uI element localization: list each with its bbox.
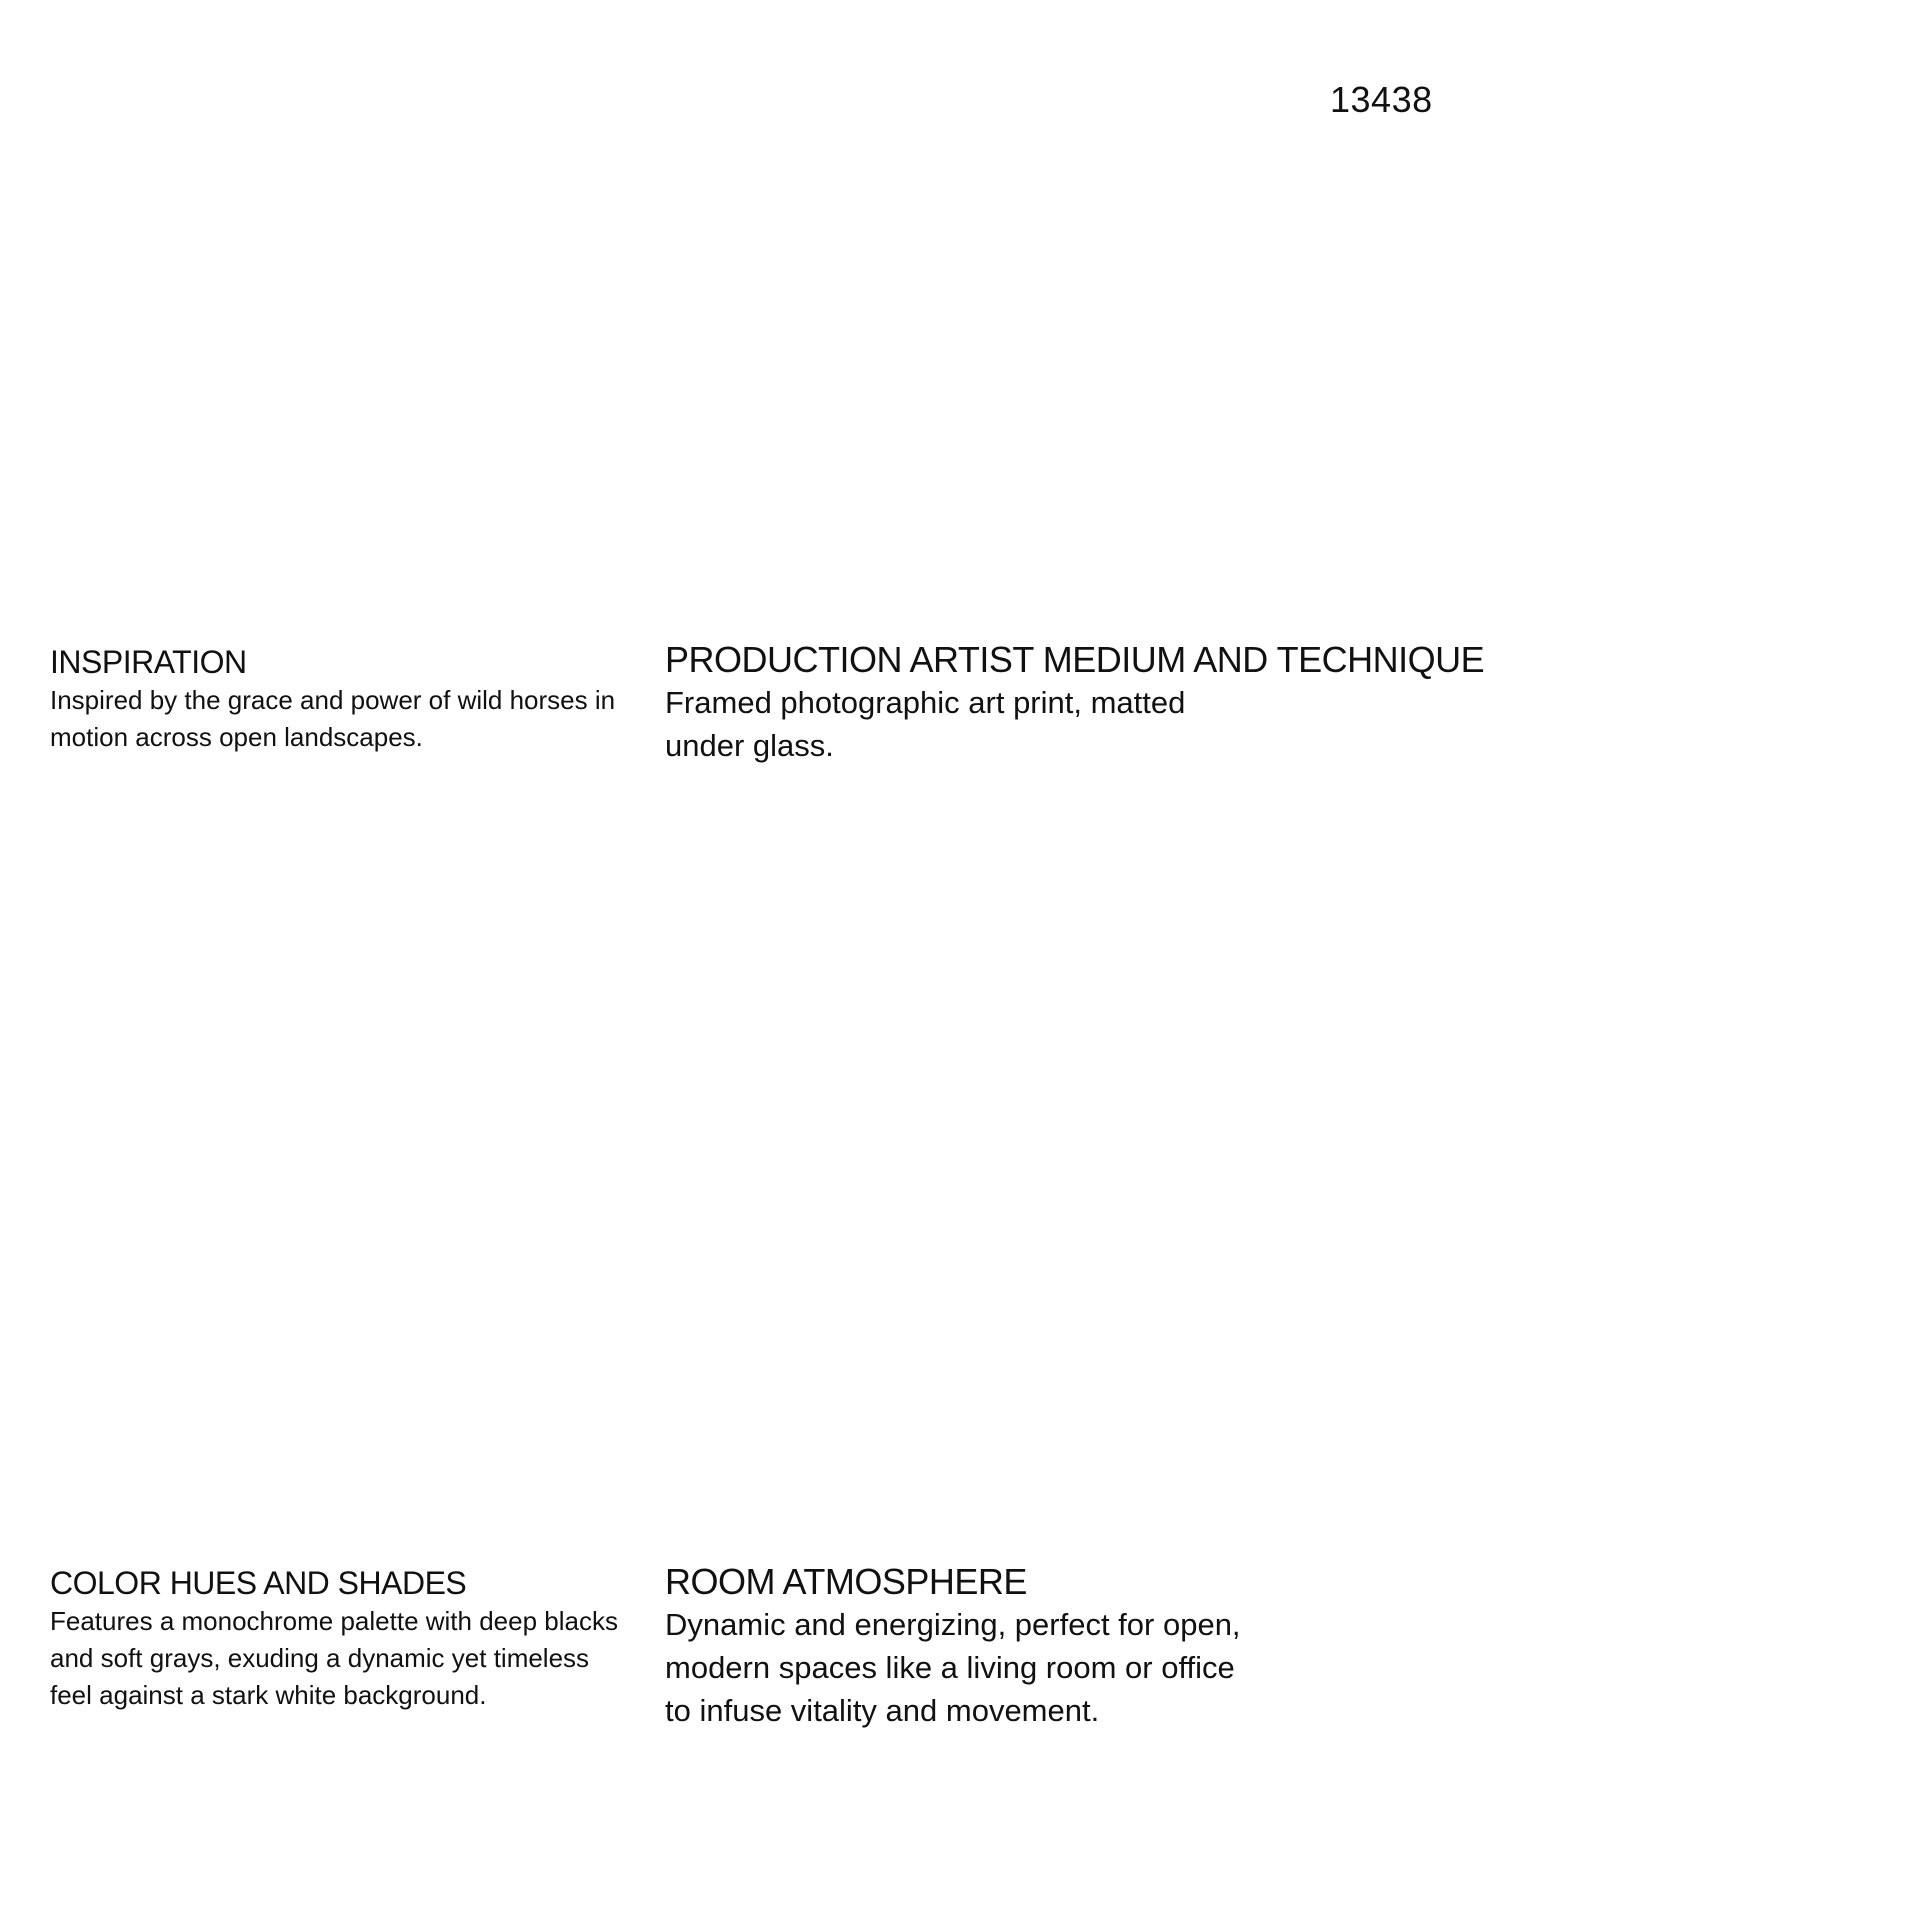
color-hues-title: COLOR HUES AND SHADES	[50, 1565, 467, 1601]
color-hues-body: Features a monochrome palette with deep blacks and soft grays, exuding a dynamic yet timeless feel against a stark white background.	[50, 1606, 618, 1710]
color-hues-section	[50, 1563, 630, 1714]
inspiration-section	[50, 642, 630, 756]
product-number: 13438	[1330, 79, 1433, 120]
inspiration-body: Inspired by the grace and power of wild horses in motion across open landscapes.	[50, 685, 616, 752]
room-atmosphere-title: ROOM ATMOSPHERE	[665, 1561, 1027, 1602]
room-atmosphere-section	[665, 1561, 1245, 1732]
technique-title: PRODUCTION ARTIST MEDIUM AND TECHNIQUE	[665, 639, 1485, 680]
technique-section	[665, 639, 1865, 767]
room-atmosphere-body: Dynamic and energizing, perfect for open, modern spaces like a living room or office to infuse vitality and movement.	[665, 1607, 1241, 1728]
technique-body: Framed photographic art print, matted under glass.	[665, 685, 1186, 763]
inspiration-title: INSPIRATION	[50, 644, 247, 680]
